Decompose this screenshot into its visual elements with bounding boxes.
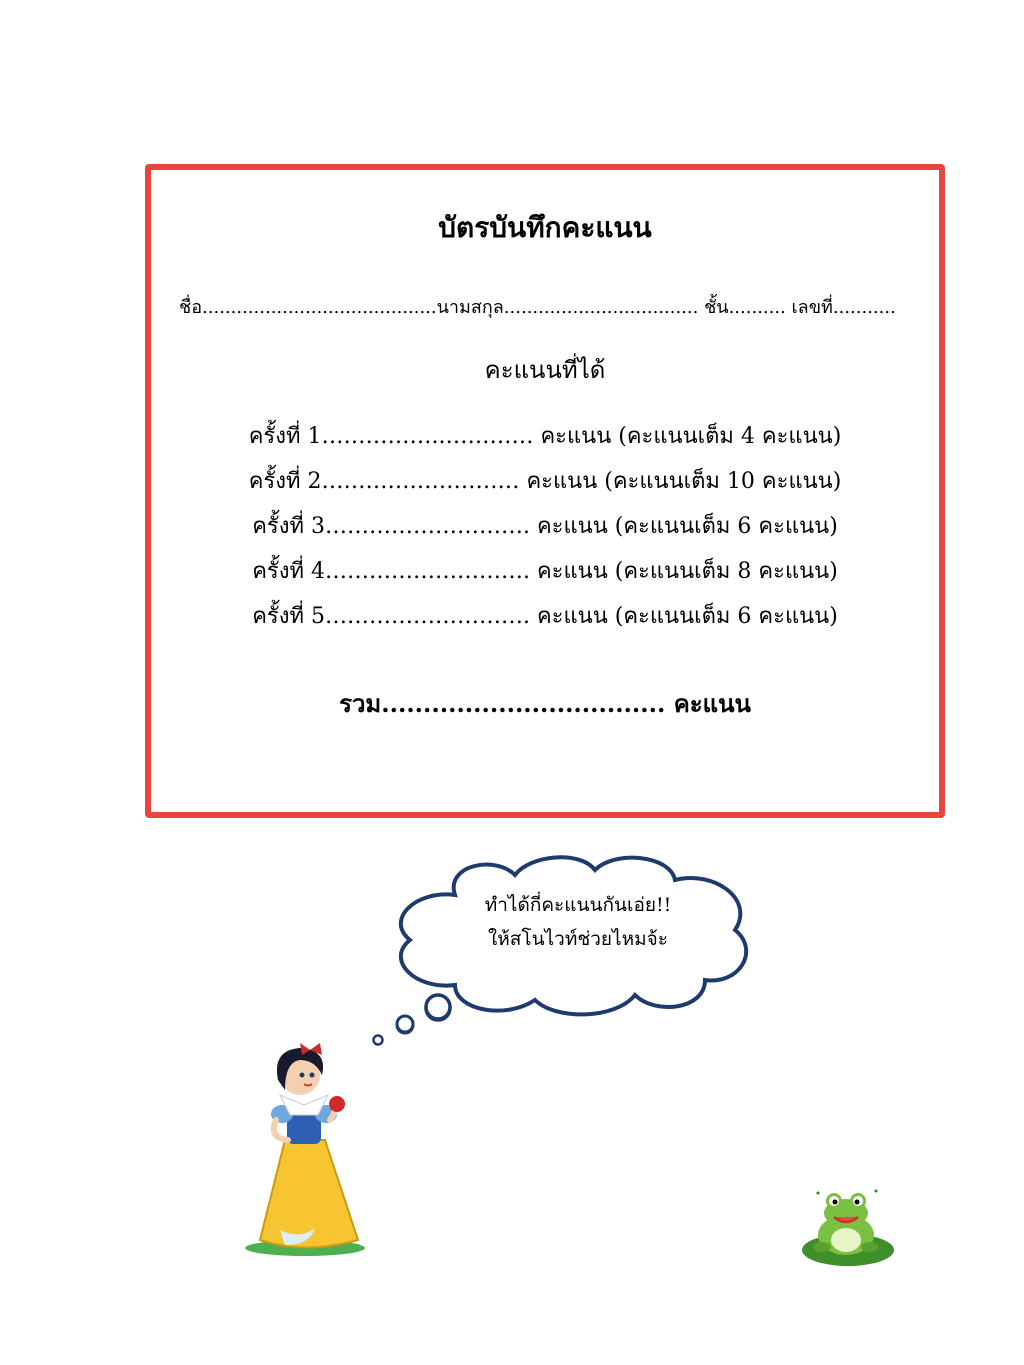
round-3-line: ครั้งที่ 3………………………. คะแนน (คะแนนเต็ม 6 คะแนน): [252, 514, 838, 539]
scores-subtitle: คะแนนที่ได้: [484, 356, 606, 384]
thought-line-1: ทำได้กี่คะแนนกันเอ่ย!!: [484, 894, 672, 916]
thought-bubble-small-circles: [365, 985, 465, 1055]
round-4-line: ครั้งที่ 4………………………. คะแนน (คะแนนเต็ม 8 คะแนน): [252, 559, 838, 584]
frog-icon: [798, 1185, 898, 1275]
snow-white-icon: [240, 1040, 370, 1260]
card-title: บัตรบันทึกคะแนน: [438, 211, 652, 244]
round-2-line: ครั้งที่ 2……………………… คะแนน (คะแนนเต็ม 10 คะแนน): [248, 469, 842, 494]
thought-line-2: ให้สโนไวท์ช่วยไหมจ้ะ: [488, 928, 668, 950]
round-5-line: ครั้งที่ 5………………………. คะแนน (คะแนนเต็ม 6 คะแนน): [252, 604, 838, 629]
total-line: รวม.................................. คะแนน: [339, 689, 751, 718]
student-info-line: ชื่อ.........................................นามสกุล.................................. ชั้น.......... เลขที่...........: [179, 297, 896, 318]
thought-bubble-text: [458, 888, 698, 956]
round-1-line: ครั้งที่ 1……………..………… คะแนน (คะแนนเต็ม 4 คะแนน): [248, 424, 842, 449]
rounds-list: [151, 414, 939, 639]
score-card: [145, 164, 945, 818]
